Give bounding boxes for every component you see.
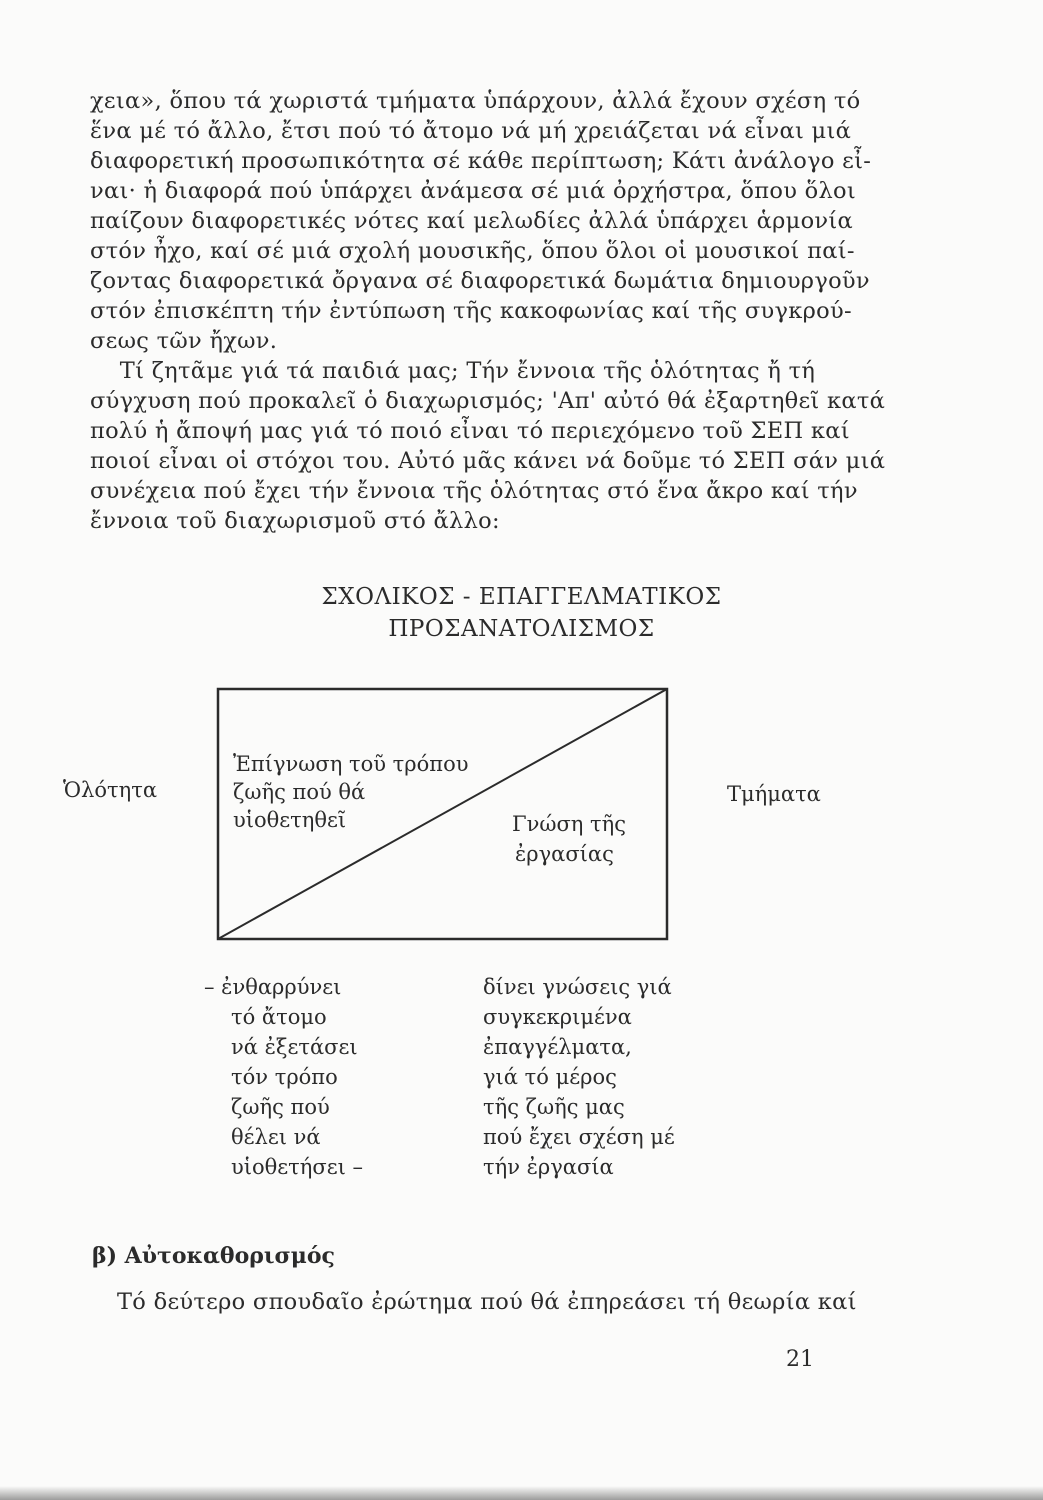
- body-line: διαφορετική προσωπικότητα σέ κάθε περίπτωση; Κάτι ἀνάλογο εἶ-: [90, 148, 872, 174]
- right-column-line: ἐπαγγέλματα,: [483, 1035, 632, 1059]
- body-line: ζοντας διαφορετικά ὄργανα σέ διαφορετικά δωμάτια δημιουργοῦν: [90, 268, 870, 294]
- body-line: Τί ζητᾶμε γιά τά παιδιά μας; Τήν ἔννοια τῆς ὁλότητας ἤ τή: [90, 358, 816, 384]
- body-line: ἔννοια τοῦ διαχωρισμοῦ στό ἄλλο:: [90, 508, 500, 534]
- left-column-line: ζωῆς πού: [231, 1095, 330, 1119]
- left-column-line: τόν τρόπο: [231, 1065, 338, 1089]
- lower-text-line: ἐργασίας: [515, 842, 614, 866]
- body-line: παίζουν διαφορετικές νότες καί μελωδίες ἀλλά ὑπάρχει ἁρμονία: [90, 208, 854, 234]
- scan-shadow: [0, 1486, 1043, 1500]
- body-line: χεια», ὅπου τά χωριστά τμήματα ὑπάρχουν, ἀλλά ἔχουν σχέση τό: [90, 88, 861, 114]
- lower-text-line: Γνώση τῆς: [512, 812, 627, 836]
- right-column-line: τῆς ζωῆς μας: [483, 1095, 625, 1119]
- left-column-line: τό ἄτομο: [231, 1005, 327, 1029]
- upper-text-line: υἱοθετηθεῖ: [233, 808, 347, 832]
- body-line: στόν ἦχο, καί σέ μιά σχολή μουσικῆς, ὅπου ὅλοι οἱ μουσικοί παί-: [90, 238, 855, 264]
- left-column-line: – ἐνθαρρύνει: [204, 975, 342, 999]
- right-label: Τμήματα: [727, 782, 821, 806]
- body-line: ποιοί εἶναι οἱ στόχοι του. Αὐτό μᾶς κάνει νά δοῦμε τό ΣΕΠ σάν μιά: [90, 448, 886, 474]
- body-line: σύγχυση πού προκαλεῖ ὁ διαχωρισμός; 'Απ' αὐτό θά ἐξαρτηθεῖ κατά: [90, 388, 886, 414]
- body-line: πολύ ἡ ἄποψή μας γιά τό ποιό εἶναι τό περιεχόμενο τοῦ ΣΕΠ καί: [90, 418, 850, 444]
- body-line: ἕνα μέ τό ἄλλο, ἔτσι πού τό ἄτομο νά μή χρειάζεται νά εἶναι μιά: [90, 118, 852, 144]
- left-column-line: νά ἐξετάσει: [231, 1035, 358, 1059]
- left-label: Ὁλότητα: [63, 778, 157, 802]
- right-column-line: τήν ἐργασία: [483, 1155, 614, 1179]
- body-line: σεως τῶν ἤχων.: [90, 328, 278, 354]
- right-column-line: πού ἔχει σχέση μέ: [483, 1125, 675, 1149]
- body-line: ναι· ἡ διαφορά πού ὑπάρχει ἀνάμεσα σέ μιά ὀρχήστρα, ὅπου ὅλοι: [90, 178, 856, 204]
- diagram-title-line2: ΠΡΟΣΑΝΑΤΟΛΙΣΜΟΣ: [388, 616, 655, 642]
- right-column-line: συγκεκριμένα: [483, 1005, 632, 1029]
- upper-text-line: ζωῆς πού θά: [233, 780, 366, 804]
- section-heading: β) Αὐτοκαθορισμός: [92, 1243, 335, 1269]
- body-line: στόν ἐπισκέπτη τήν ἐντύπωση τῆς κακοφωνίας καί τῆς συγκρού-: [90, 298, 852, 324]
- right-column-line: γιά τό μέρος: [483, 1065, 617, 1089]
- left-column-line: θέλει νά: [231, 1125, 321, 1149]
- right-column-line: δίνει γνώσεις γιά: [483, 975, 672, 999]
- body-line-last: Τό δεύτερο σπουδαῖο ἐρώτημα πού θά ἐπηρεάσει τή θεωρία καί: [117, 1289, 857, 1315]
- body-line: συνέχεια πού ἔχει τήν ἔννοια τῆς ὁλότητας στό ἕνα ἄκρο καί τήν: [90, 478, 858, 504]
- diagram-title-line1: ΣΧΟΛΙΚΟΣ - ΕΠΑΓΓΕΛΜΑΤΙΚΟΣ: [321, 584, 722, 610]
- page-number: 21: [786, 1347, 814, 1372]
- upper-text-line: Ἐπίγνωση τοῦ τρόπου: [233, 752, 469, 776]
- left-column-line: υἱοθετήσει –: [231, 1155, 363, 1179]
